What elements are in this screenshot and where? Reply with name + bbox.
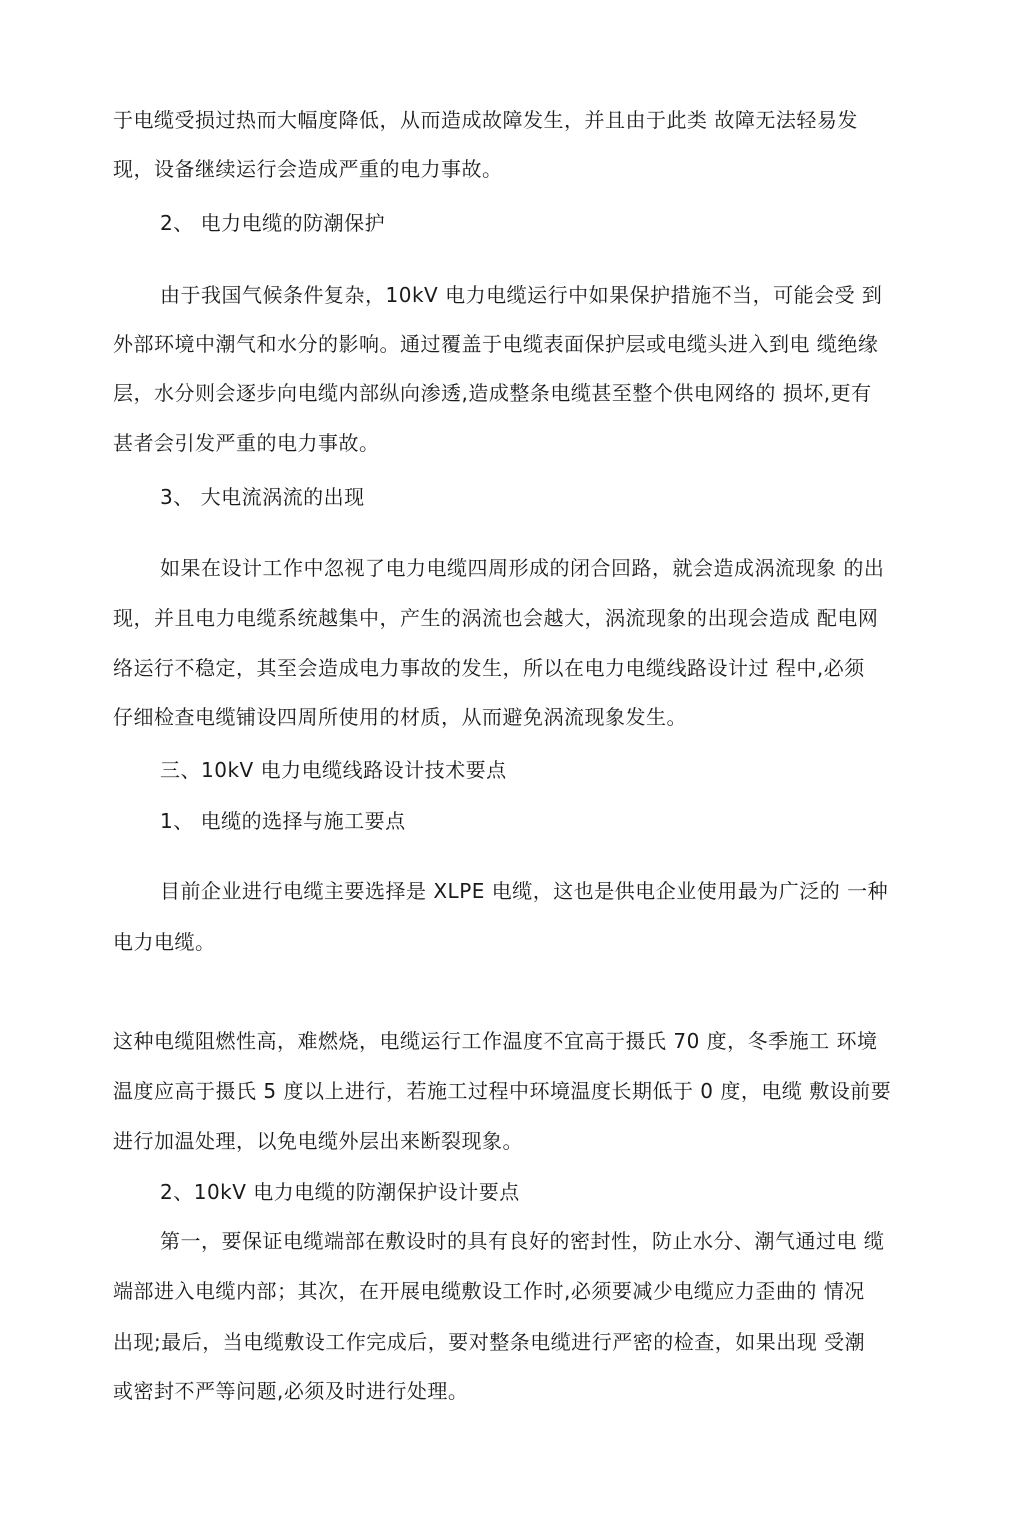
text-line: 层，水分则会逐步向电缆内部纵向渗透,造成整条电缆甚至整个供电网络的 损坏,更有 (113, 381, 872, 405)
text-line: 由于我国气候条件复杂，10kV 电力电缆运行中如果保护措施不当，可能会受 到 (160, 283, 883, 307)
section-heading: 3、 大电流涡流的出现 (160, 485, 365, 509)
text-line: 或密封不严等问题,必须及时进行处理。 (113, 1379, 469, 1403)
text-line: 于电缆受损过热而大幅度降低，从而造成故障发生，并且由于此类 故障无法轻易发 (113, 108, 858, 132)
chapter-heading: 三、10kV 电力电缆线路设计技术要点 (160, 758, 507, 782)
text-line: 外部环境中潮气和水分的影响。通过覆盖于电缆表面保护层或电缆头进入到电 缆绝缘 (113, 332, 879, 356)
text-line: 进行加温处理，以免电缆外层出来断裂现象。 (113, 1129, 523, 1153)
text-line: 端部进入电缆内部；其次，在开展电缆敷设工作时,必须要减少电缆应力歪曲的 情况 (113, 1279, 865, 1303)
text-line: 甚者会引发严重的电力事故。 (113, 431, 380, 455)
text-line: 第一，要保证电缆端部在敷设时的具有良好的密封性，防止水分、潮气通过电 缆 (160, 1229, 885, 1253)
text-line: 目前企业进行电缆主要选择是 XLPE 电缆，这也是供电企业使用最为广泛的 一种 (160, 879, 889, 903)
text-line: 温度应高于摄氏 5 度以上进行，若施工过程中环境温度长期低于 0 度，电缆 敷设前要 (113, 1079, 892, 1103)
text-line: 出现;最后，当电缆敷设工作完成后，要对整条电缆进行严密的检查，如果出现 受潮 (113, 1330, 866, 1354)
section-heading: 2、 电力电缆的防潮保护 (160, 211, 386, 235)
section-heading: 1、 电缆的选择与施工要点 (160, 809, 406, 833)
text-line: 如果在设计工作中忽视了电力电缆四周形成的闭合回路，就会造成涡流现象 的出 (160, 556, 885, 580)
text-line: 现，并且电力电缆系统越集中，产生的涡流也会越大，涡流现象的出现会造成 配电网 (113, 606, 879, 630)
text-line: 仔细检查电缆铺设四周所使用的材质，从而避免涡流现象发生。 (113, 705, 687, 729)
text-line: 电力电缆。 (113, 930, 216, 954)
text-line: 现，设备继续运行会造成严重的电力事故。 (113, 157, 503, 181)
text-line: 络运行不稳定，其至会造成电力事故的发生，所以在电力电缆线路设计过 程中,必须 (113, 656, 865, 680)
section-heading: 2、10kV 电力电缆的防潮保护设计要点 (160, 1180, 520, 1204)
text-line: 这种电缆阻燃性高，难燃烧，电缆运行工作温度不宜高于摄氏 70 度，冬季施工 环境 (113, 1029, 878, 1053)
